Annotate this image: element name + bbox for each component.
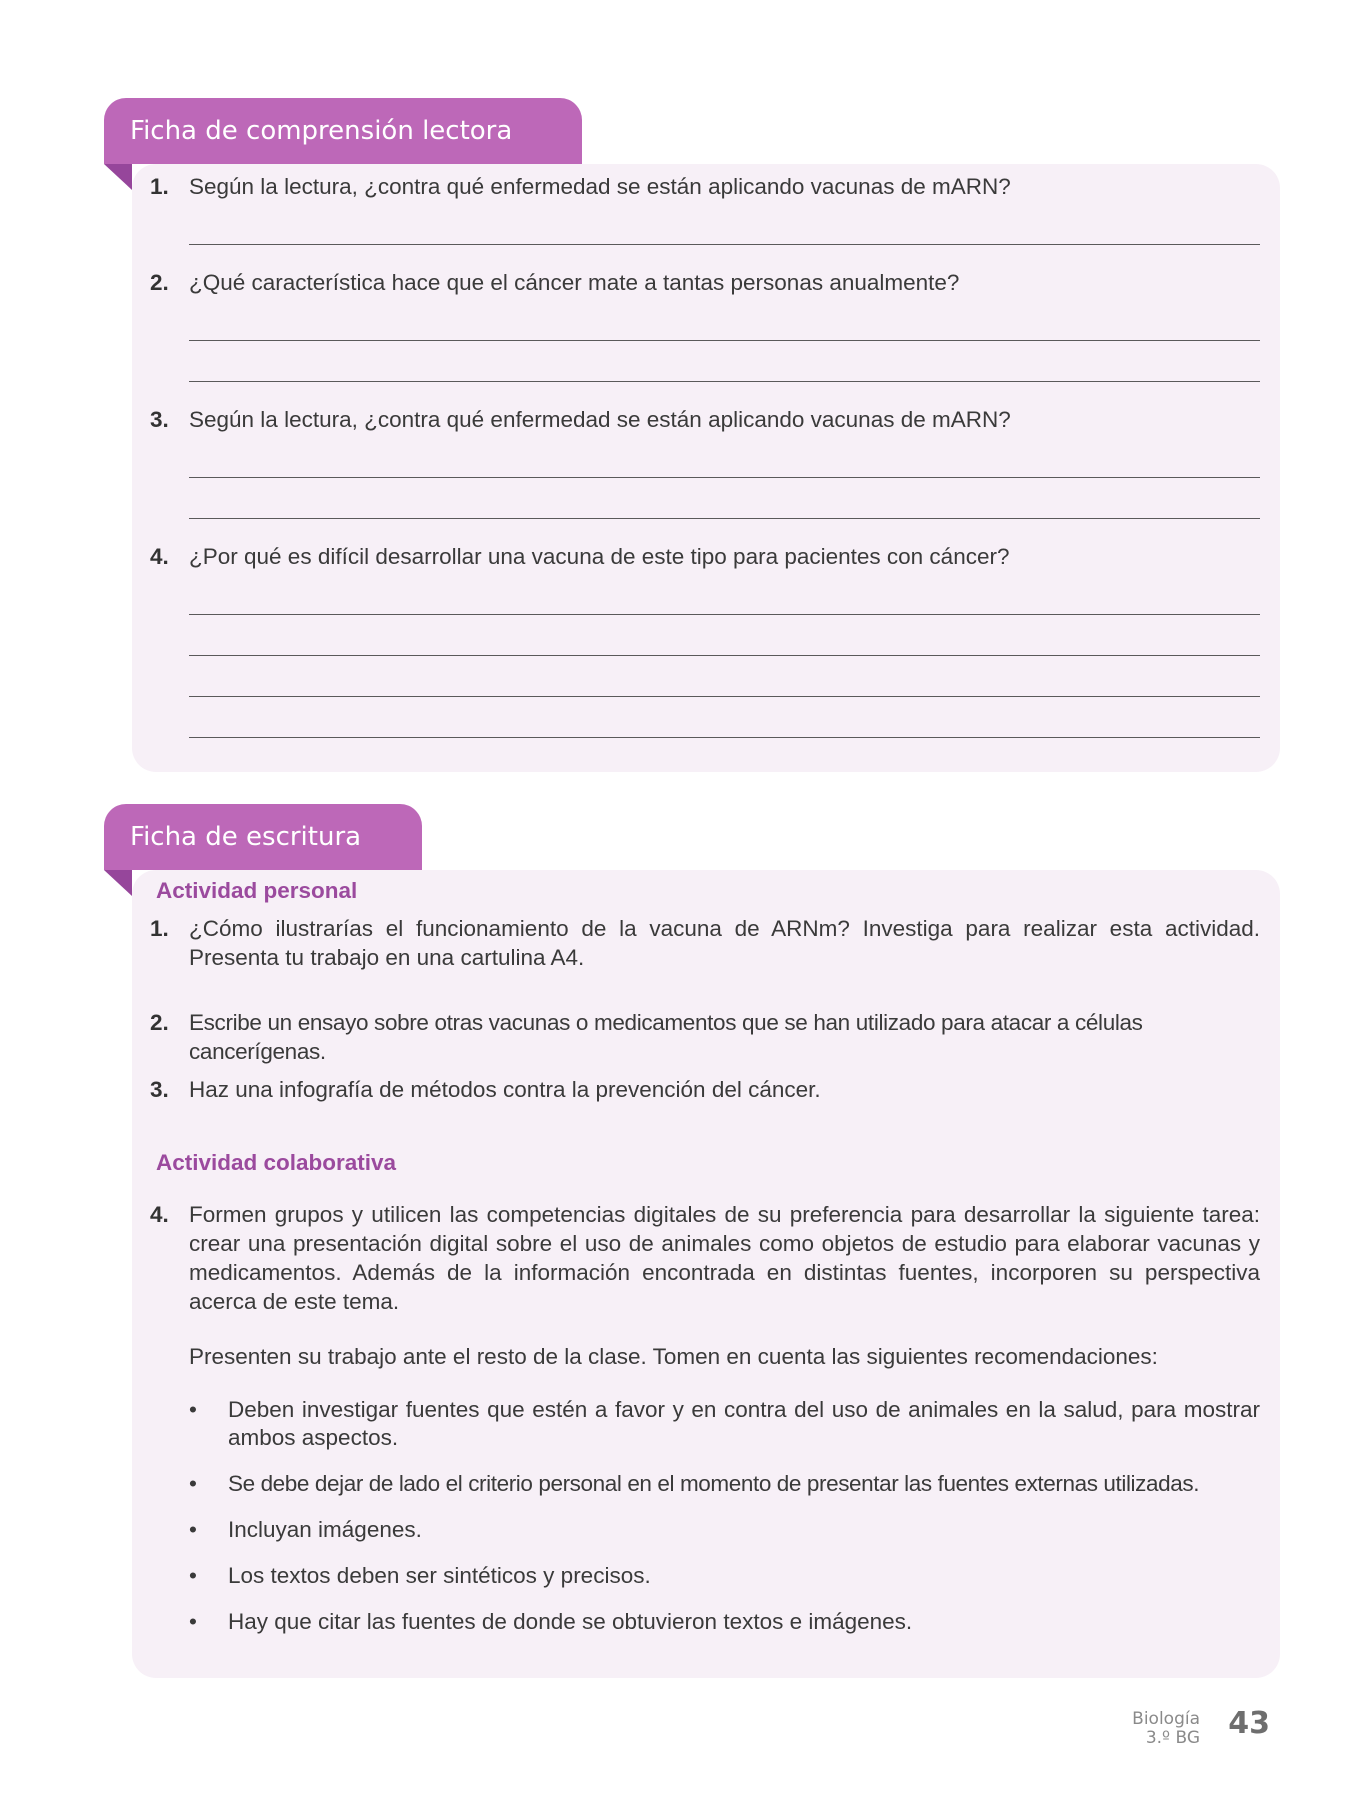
- activity-4: [150, 1200, 1260, 1316]
- question-4: [150, 542, 1260, 571]
- recommendation-item: [189, 1396, 1260, 1452]
- page-number: 43: [1228, 1706, 1270, 1741]
- subject-name: Biología: [1132, 1709, 1200, 1729]
- collaborative-activity-heading: Actividad colaborativa: [156, 1150, 397, 1175]
- activity-1: [150, 914, 1260, 972]
- recommendations-intro: Presenten su trabajo ante el resto de la clase. Tomen en cuenta las siguientes recomendaciones:: [189, 1344, 1158, 1369]
- tab-fold-decoration: [104, 164, 132, 190]
- grade-label: 3.º BG: [1145, 1728, 1200, 1748]
- question-number: 4.: [150, 544, 169, 569]
- answer-line[interactable]: [189, 696, 1260, 697]
- footer-subject: [1132, 1710, 1200, 1748]
- recommendation-item: [189, 1562, 1260, 1590]
- recommendation-item: [189, 1516, 1260, 1544]
- bullet-dot: •: [189, 1471, 197, 1496]
- bullet-dot: •: [189, 1517, 197, 1542]
- activity-text: Escribe un ensayo sobre otras vacunas o medicamentos que se han utilizado para atacar a células cancerígenas.: [189, 1010, 1143, 1064]
- personal-activity-heading: Actividad personal: [156, 878, 358, 903]
- question-text: ¿Por qué es difícil desarrollar una vacuna de este tipo para pacientes con cáncer?: [189, 544, 1010, 569]
- activity-number: 4.: [150, 1202, 169, 1227]
- recommendation-text: Deben investigar fuentes que estén a favor y en contra del uso de animales en la salud, para mostrar ambos aspectos.: [228, 1397, 1260, 1450]
- answer-line[interactable]: [189, 477, 1260, 478]
- activity-text: ¿Cómo ilustrarías el funcionamiento de la vacuna de ARNm? Investiga para realizar esta actividad. Presenta tu trabajo en una cartulina A4.: [189, 916, 1260, 970]
- question-1: [150, 172, 1260, 201]
- recommendation-text: Se debe dejar de lado el criterio personal en el momento de presentar las fuentes externas utilizadas.: [228, 1471, 1200, 1496]
- activity-3: [150, 1075, 1260, 1104]
- recommendation-text: Incluyan imágenes.: [228, 1517, 422, 1542]
- question-text: ¿Qué característica hace que el cáncer mate a tantas personas anualmente?: [189, 270, 960, 295]
- recommendation-text: Los textos deben ser sintéticos y precisos.: [228, 1563, 651, 1588]
- question-3: [150, 405, 1260, 434]
- tab-fold-decoration: [104, 870, 132, 896]
- answer-line[interactable]: [189, 518, 1260, 519]
- question-text: Según la lectura, ¿contra qué enfermedad se están aplicando vacunas de mARN?: [189, 407, 1011, 432]
- recommendation-item: [189, 1470, 1260, 1498]
- question-2: [150, 268, 1260, 297]
- answer-line[interactable]: [189, 614, 1260, 615]
- answer-line[interactable]: [189, 381, 1260, 382]
- bullet-dot: •: [189, 1563, 197, 1588]
- activity-number: 2.: [150, 1010, 169, 1035]
- recommendation-text: Hay que citar las fuentes de donde se obtuvieron textos e imágenes.: [228, 1609, 913, 1634]
- question-number: 1.: [150, 174, 169, 199]
- answer-line[interactable]: [189, 244, 1260, 245]
- recommendation-item: [189, 1608, 1260, 1636]
- activity-2: [150, 1008, 1260, 1066]
- question-text: Según la lectura, ¿contra qué enfermedad se están aplicando vacunas de mARN?: [189, 174, 1011, 199]
- answer-line[interactable]: [189, 737, 1260, 738]
- bullet-dot: •: [189, 1609, 197, 1634]
- activity-number: 3.: [150, 1077, 169, 1102]
- answer-line[interactable]: [189, 340, 1260, 341]
- answer-line[interactable]: [189, 655, 1260, 656]
- reading-comprehension-panel: [132, 164, 1280, 772]
- activity-number: 1.: [150, 916, 169, 941]
- writing-title: Ficha de escritura: [104, 804, 422, 870]
- activity-text: Haz una infografía de métodos contra la prevención del cáncer.: [189, 1077, 821, 1102]
- reading-comprehension-title: Ficha de comprensión lectora: [104, 98, 582, 164]
- question-number: 3.: [150, 407, 169, 432]
- bullet-dot: •: [189, 1397, 197, 1422]
- activity-text: Formen grupos y utilicen las competencias digitales de su preferencia para desarrollar la siguiente tarea: crear una presentación digital sobre el uso de animales como objetos de estudio para elaborar vacunas y medicamentos. Además de la información encontrada en distintas fuentes, incorporen su perspectiva acerca de este tema.: [189, 1202, 1260, 1314]
- question-number: 2.: [150, 270, 169, 295]
